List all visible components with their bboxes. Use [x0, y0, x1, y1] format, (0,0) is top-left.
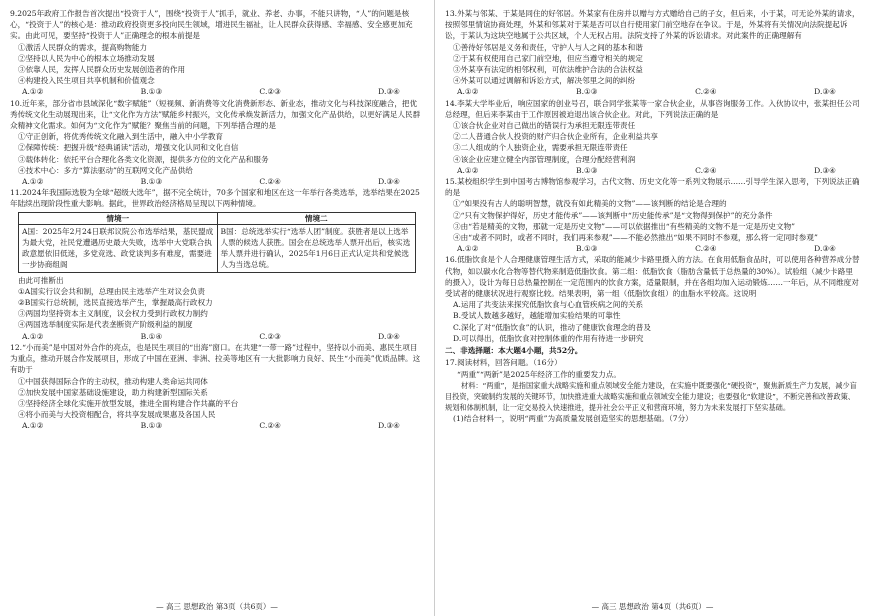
- scenario-b: [218, 213, 416, 272]
- question-9: [10, 8, 424, 98]
- option: ④技术中心：多方“算法驱动”的互联网文化产品供给: [18, 165, 193, 175]
- choice-c: C.②④: [695, 87, 717, 97]
- option: ③二人组成的个人独资企业，需要承担无限连带责任: [453, 143, 628, 153]
- scenario-b-text: B国：总统选举实行“选举人团”制度。获胜者是以上选举人票的候选人获胜。国会在总统选举人票开出后，核实选举人票并进行确认，2025年1月6日正式认定共和党候选人为当选总统。: [220, 226, 411, 270]
- choice-c: C.②④: [259, 421, 281, 431]
- question-15: [445, 176, 860, 254]
- question-stem: 13.外某与邻某、于某是同住的好邻居。外某家有住房并以赠与方式赠给自己的子女，但后来，小于某，可无论外某的请求，按照邻里情谊协商处理，外某和邻某对于某是否可以自行使用家门前空地存在争议。于是，外某将有关情况向法院提起诉讼，于某认为这块空地属于公共区域，个人无权占用。法院支持了外某的诉讼请求。对此案件的正确理解有: [445, 9, 860, 41]
- choice-b: B.①③: [575, 87, 598, 97]
- choice-d: D.③④: [814, 87, 836, 97]
- scenario-a: [19, 213, 218, 272]
- choice-d: D.③④: [378, 421, 400, 431]
- option: ②于某有权使用自己家门前空地，但应当遵守相关的规定: [453, 53, 643, 63]
- choice-b: B.①③: [140, 177, 163, 187]
- choice-b: B.①④: [140, 331, 163, 341]
- answer-choices: [445, 243, 860, 254]
- question-stem: 9.2025年政府工作报告首次提出“投资于人”，围绕“投资于人”抓手，就业、养老、办事，不能只讲物，“人”的问题是核心，“投资于人”的核心是：推动政府投资更多投向民生领域，增进民生福祉，让人民群众获得感、幸福感、安全感更加充实。由此可见，要坚持“投资于人”正确理念的根本前提是: [10, 9, 413, 41]
- question-stem: 10.近年来，部分省市县域深化“数字赋能”（短视频、新消费等文化消费新形态、新业态，推动文化与科技深度融合，把优秀传统文化生动展现出来，让“文化作为方法”赋能乡村振兴，文化传承焕发新活力，加强文化产品供给，以更好满足人民群众精神文化需求。如何为“文化作为”赋能？聚焦当前的问题，下列举措合理的是: [10, 98, 421, 131]
- scenario-a-title: 情境一: [19, 213, 217, 225]
- choice-d: D.③④: [378, 177, 400, 187]
- option: ①善待好邻居是义务和责任，守护人与人之间的基本和谐: [453, 42, 643, 52]
- page-footer: — 高三 思想政治 第3页（共6页）—: [156, 601, 278, 611]
- question-17: [445, 357, 860, 424]
- question-10: [10, 98, 424, 188]
- choice-c: C.②④: [695, 244, 717, 254]
- choice-a: A.①②: [457, 165, 479, 175]
- page-footer: — 高三 思想政治 第4页（共6页）—: [591, 601, 714, 611]
- question-16: [445, 254, 860, 344]
- option: ③外某享有法定的相邻权利，可依法维护合法的合法权益: [453, 65, 643, 75]
- choice-d: D.③④: [378, 331, 400, 341]
- option: ②B国实行总统制，选民直接选举产生，掌握最高行政权力: [18, 298, 213, 308]
- scenario-a-text: A国：2025年2月24日联邦议院公布选举结果，基民盟成为最大党，社民党遭遇历史最大失败，选举中大党联合执政意愿依旧低迷，多党竞选、政党谈判多有难度，需要进一步协商组阁: [22, 226, 214, 270]
- choice-a: A.①②: [22, 87, 44, 97]
- option: ③由“若是精美的文物，那就一定是历史文物”——可以依据推出“有些精美的文物不是一定是历史文物”: [453, 221, 796, 231]
- choice-b: B.①③: [140, 87, 163, 97]
- question-12: [10, 342, 424, 432]
- option: ④两国选举制度实际是代表垄断资产阶级利益的制度: [18, 320, 193, 330]
- choice-d: D.③④: [378, 87, 400, 97]
- option: ②坚持以人民为中心的根本立场推动发展: [18, 53, 155, 63]
- answer-choices: [10, 176, 424, 187]
- choice-a: A.①②: [457, 87, 479, 97]
- choice-c: C.②④: [695, 165, 717, 175]
- option: ①A国实行议会共和制，总理由民主选举产生对议会负责: [18, 286, 205, 296]
- question-headline: “两重”“两新”是2025年经济工作的重要发力点。: [457, 369, 621, 379]
- option: ①该合伙企业对自己做出的错误行为承担无限连带责任: [453, 121, 636, 131]
- choice-b: B.①③: [575, 165, 598, 175]
- choice-d: D.③④: [814, 165, 836, 175]
- choice-c: C.②③: [259, 331, 281, 341]
- option: ②保障传统：把握升级“经典诵读”活动，增强文化认同和文化自信: [18, 143, 239, 153]
- material-text: 材料：“两重”，是指国家重大战略实施和重点领域安全能力建设，在实施中既要强化“硬投资”，聚焦新质生产力发展，减少盲目投资，突破制约发展的关键环节，加快推进重大战略实施和重点领域安全能力建设；也要强化“软建设”，不断完善和改善政策、规划和体制机制，让一定交易投入快速推进，提升社会公平正义和营商环境，努力为未来发展打下坚实基础。: [445, 380, 857, 412]
- question-stem: 15.某校组织学生到中国考古博物馆参观学习，古代文物、历史文化等一系列文物展示……引导学生深入思考，下列说法正确的是: [445, 177, 860, 198]
- choice-b: B.①③: [140, 421, 163, 431]
- scenario-b-title: 情境二: [218, 213, 416, 225]
- option: ④由“或者不同时，或者不同时，我们再来参观”——不能必然推出“如果不同时不参观，那么将一定同时参观”: [453, 233, 818, 243]
- option: ③依靠人民，发挥人民群众历史发展创造者的作用: [18, 65, 186, 75]
- option: ①中国获得国际合作的主动权，推动构建人类命运共同体: [18, 376, 208, 386]
- answer-choices: [10, 420, 424, 431]
- option: ②加快发展中国家基础设施建设，助力构建新型国际关系: [18, 387, 208, 397]
- option: ③两国均坚持资本主义制度，议会权力受到行政权力制约: [18, 309, 208, 319]
- option: ③载体转化：依托平台合理化各类文化资源，提供多方位的文化产品和服务: [18, 154, 269, 164]
- scenario-table: [18, 212, 416, 273]
- lead-text: 由此可推断出: [18, 275, 64, 285]
- option: A.运用了共变法来探究低脂饮食与心血管疾病之间的关系: [453, 300, 644, 310]
- option: B.受试人数越多越好，越能增加实验结果的可靠性: [453, 311, 621, 321]
- answer-choices: [10, 331, 424, 342]
- question-stem: 14.李某大学毕业后，响应国家的创业号召，联合同学张某等一家合伙企业，从事咨询服务工作。入伙协议中，张某担任公司总经理，但后来李某由于工作原因被迫退出该合伙企业。对此，下列说法正确的是: [445, 98, 860, 119]
- choice-c: C.②④: [259, 177, 281, 187]
- question-13: [445, 8, 860, 98]
- question-stem: 11.2024年我国际选股为全球“超级大选年”，据不完全统计，70多个国家和地区在这一年举行各类选举，选举结果在2025年陆续出现阶段性重大影响。据此，世界政治经济格局呈现以下两种情境。: [10, 188, 420, 209]
- option: ①激活人民群众的需求，提高购物能力: [18, 42, 148, 52]
- answer-choices: [445, 165, 860, 176]
- option: ②二人普通合伙人投资的财产归合伙企业所有，企业利益共享: [453, 132, 659, 142]
- choice-a: A.①②: [22, 421, 44, 431]
- question-stem: 12.“小而美”是中国对外合作的亮点，也是民生项目的“出海”窗口。在共建“一带一路”过程中，坚持以小而美、惠民生项目为重点，推动开展合作发展项目，形成了中国在亚洲、非洲、拉美等地区有一大批影响力良好、民生“小而美”优质品牌。这有助于: [10, 342, 421, 375]
- option: ①“如果没有古人的聪明智慧，就没有如此精美的文物”——该判断的结论是合理的: [453, 199, 727, 209]
- option: ③坚持经济全球化实施开放型发展，推进全面构建合作共赢的平台: [18, 398, 239, 408]
- question-stem: 17.阅读材料，回答问题。（16分）: [445, 358, 562, 368]
- answer-choices: [445, 86, 860, 97]
- option: D.可以得出，低脂饮食对控制体重的作用有待进一步研究: [453, 333, 644, 343]
- choice-a: A.①②: [22, 331, 44, 341]
- option: ④外某可以通过调解和诉讼方式，解决邻里之间的纠纷: [453, 76, 636, 86]
- right-page: [435, 0, 870, 616]
- choice-a: A.①②: [22, 177, 44, 187]
- option: ④该企业应建立健全内部管理制度，合理分配经营利润: [453, 154, 636, 164]
- choice-a: A.①②: [457, 244, 479, 254]
- choice-b: B.①③: [575, 244, 598, 254]
- choice-c: C.②③: [259, 87, 281, 97]
- option: C.深化了对“低脂饮食”的认识，推动了健康饮食理念的普及: [453, 322, 651, 332]
- answer-choices: [10, 86, 424, 97]
- section-title: 二、非选择题：本大题4小题，共52分。: [445, 346, 583, 356]
- choice-d: D.③④: [814, 244, 836, 254]
- question-14: [445, 98, 860, 176]
- option: ②“只有文物保护得好，历史才能传承”——该判断中“历史能传承”是“文物得到保护”的充分条件: [453, 210, 773, 220]
- option: ④将小而美与大投资相配合，将共享发展成果惠及各国人民: [18, 410, 216, 420]
- question-11: [10, 187, 424, 342]
- sub-question: (1)结合材料一，说明“两重”为高质量发展创造坚实的思想基础。（7分）: [453, 413, 693, 423]
- question-stem: 16.低脂饮食是个人合理健康管理生活方式，采取的能减少卡路里摄入的方法。在食用低脂食品时，可以使用各种营养成分替代物，如以碳水化合物等替代物来制造低脂饮食。第二组：低脂饮食（脂肪含量低于总热量的30%）。试验组（减少卡路里的摄入），设计为每日总热量控制在一定范围内的饮食方案，适量限制，并在各组均加入运动锻炼……一年后，从不同维度对受试者的健康状况进行观察比较。结果表明，第一组（低脂饮食组）的血脂水平较高。这说明: [445, 255, 860, 299]
- option: ④构建投入民生项目共享机制和价值观念: [18, 76, 155, 86]
- option: ①守正创新，将优秀传统文化融入到生活中，融入中小学教育: [18, 132, 224, 142]
